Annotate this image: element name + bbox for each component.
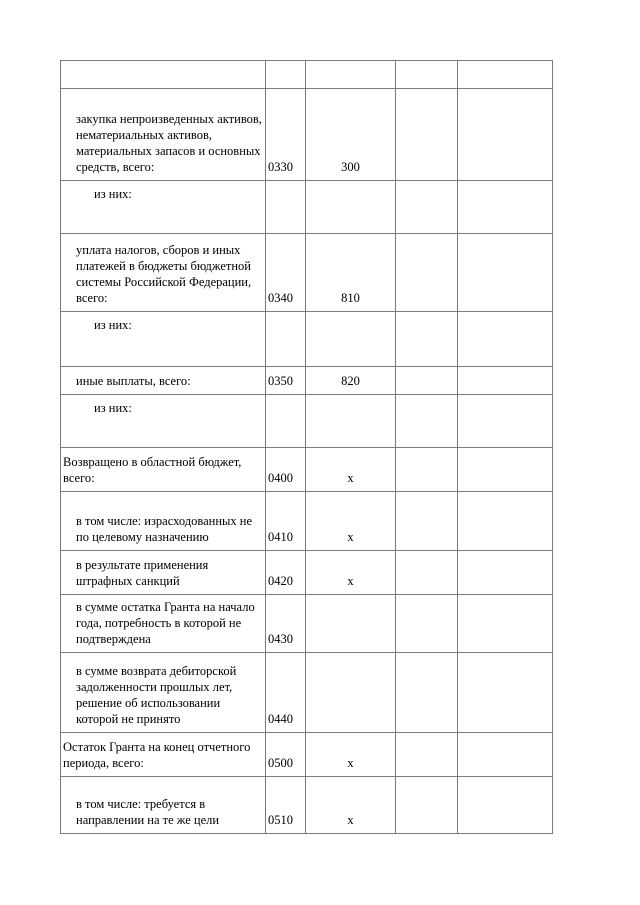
row-label — [61, 61, 266, 89]
row-value-cell — [396, 395, 458, 448]
row-value-cell — [458, 61, 553, 89]
row-kosgu: х — [306, 551, 396, 595]
row-kosgu — [306, 61, 396, 89]
row-kosgu: х — [306, 777, 396, 834]
row-value-cell — [396, 181, 458, 234]
row-code: 0440 — [266, 653, 306, 733]
row-value-cell — [396, 595, 458, 653]
row-value-cell — [458, 653, 553, 733]
row-label: иные выплаты, всего: — [61, 367, 266, 395]
row-value-cell — [396, 777, 458, 834]
row-code: 0400 — [266, 448, 306, 492]
row-value-cell — [458, 595, 553, 653]
row-value-cell — [458, 395, 553, 448]
row-value-cell — [396, 89, 458, 181]
row-code: 0330 — [266, 89, 306, 181]
row-value-cell — [396, 61, 458, 89]
table-row — [61, 653, 553, 733]
row-value-cell — [458, 312, 553, 367]
row-code — [266, 312, 306, 367]
table-row — [61, 395, 553, 448]
row-label: в сумме остатка Гранта на начало года, потребность в которой не подтверждена — [61, 595, 266, 653]
row-value-cell — [458, 551, 553, 595]
row-label: из них: — [61, 312, 266, 367]
row-label: в сумме возврата дебиторской задолженности прошлых лет, решение об использовании которой не принято — [61, 653, 266, 733]
row-kosgu — [306, 312, 396, 367]
row-kosgu — [306, 181, 396, 234]
row-value-cell — [458, 367, 553, 395]
row-value-cell — [396, 653, 458, 733]
row-kosgu — [306, 595, 396, 653]
row-label: из них: — [61, 395, 266, 448]
row-code: 0430 — [266, 595, 306, 653]
row-code: 0510 — [266, 777, 306, 834]
row-value-cell — [396, 234, 458, 312]
table-row — [61, 551, 553, 595]
table-row — [61, 367, 553, 395]
report-table — [60, 60, 553, 834]
row-kosgu: х — [306, 448, 396, 492]
table-row — [61, 492, 553, 551]
table-row — [61, 595, 553, 653]
row-label: в том числе: израсходованных не по целевому назначению — [61, 492, 266, 551]
table-row — [61, 181, 553, 234]
table-row — [61, 61, 553, 89]
row-value-cell — [396, 492, 458, 551]
row-code: 0420 — [266, 551, 306, 595]
row-value-cell — [458, 777, 553, 834]
row-value-cell — [396, 367, 458, 395]
row-code — [266, 181, 306, 234]
row-value-cell — [396, 551, 458, 595]
row-code: 0350 — [266, 367, 306, 395]
row-label: из них: — [61, 181, 266, 234]
row-value-cell — [396, 448, 458, 492]
row-code — [266, 395, 306, 448]
row-kosgu — [306, 653, 396, 733]
row-value-cell — [458, 89, 553, 181]
row-kosgu: 810 — [306, 234, 396, 312]
row-kosgu: х — [306, 733, 396, 777]
row-code — [266, 61, 306, 89]
row-kosgu: 300 — [306, 89, 396, 181]
table-row — [61, 448, 553, 492]
row-value-cell — [396, 733, 458, 777]
table-row — [61, 312, 553, 367]
row-value-cell — [458, 234, 553, 312]
row-label: в том числе: требуется в направлении на те же цели — [61, 777, 266, 834]
row-value-cell — [458, 448, 553, 492]
row-label: уплата налогов, сборов и иных платежей в бюджеты бюджетной системы Российской Федерации, всего: — [61, 234, 266, 312]
row-code: 0340 — [266, 234, 306, 312]
table-row — [61, 234, 553, 312]
row-value-cell — [458, 492, 553, 551]
row-kosgu: х — [306, 492, 396, 551]
table-row — [61, 89, 553, 181]
row-code: 0500 — [266, 733, 306, 777]
row-label: закупка непроизведенных активов, нематериальных активов, материальных запасов и основных средств, всего: — [61, 89, 266, 181]
row-label: Остаток Гранта на конец отчетного периода, всего: — [61, 733, 266, 777]
row-kosgu: 820 — [306, 367, 396, 395]
table-row — [61, 777, 553, 834]
row-value-cell — [396, 312, 458, 367]
row-value-cell — [458, 181, 553, 234]
row-label: Возвращено в областной бюджет, всего: — [61, 448, 266, 492]
table-row — [61, 733, 553, 777]
row-code: 0410 — [266, 492, 306, 551]
row-kosgu — [306, 395, 396, 448]
row-label: в результате применения штрафных санкций — [61, 551, 266, 595]
row-value-cell — [458, 733, 553, 777]
